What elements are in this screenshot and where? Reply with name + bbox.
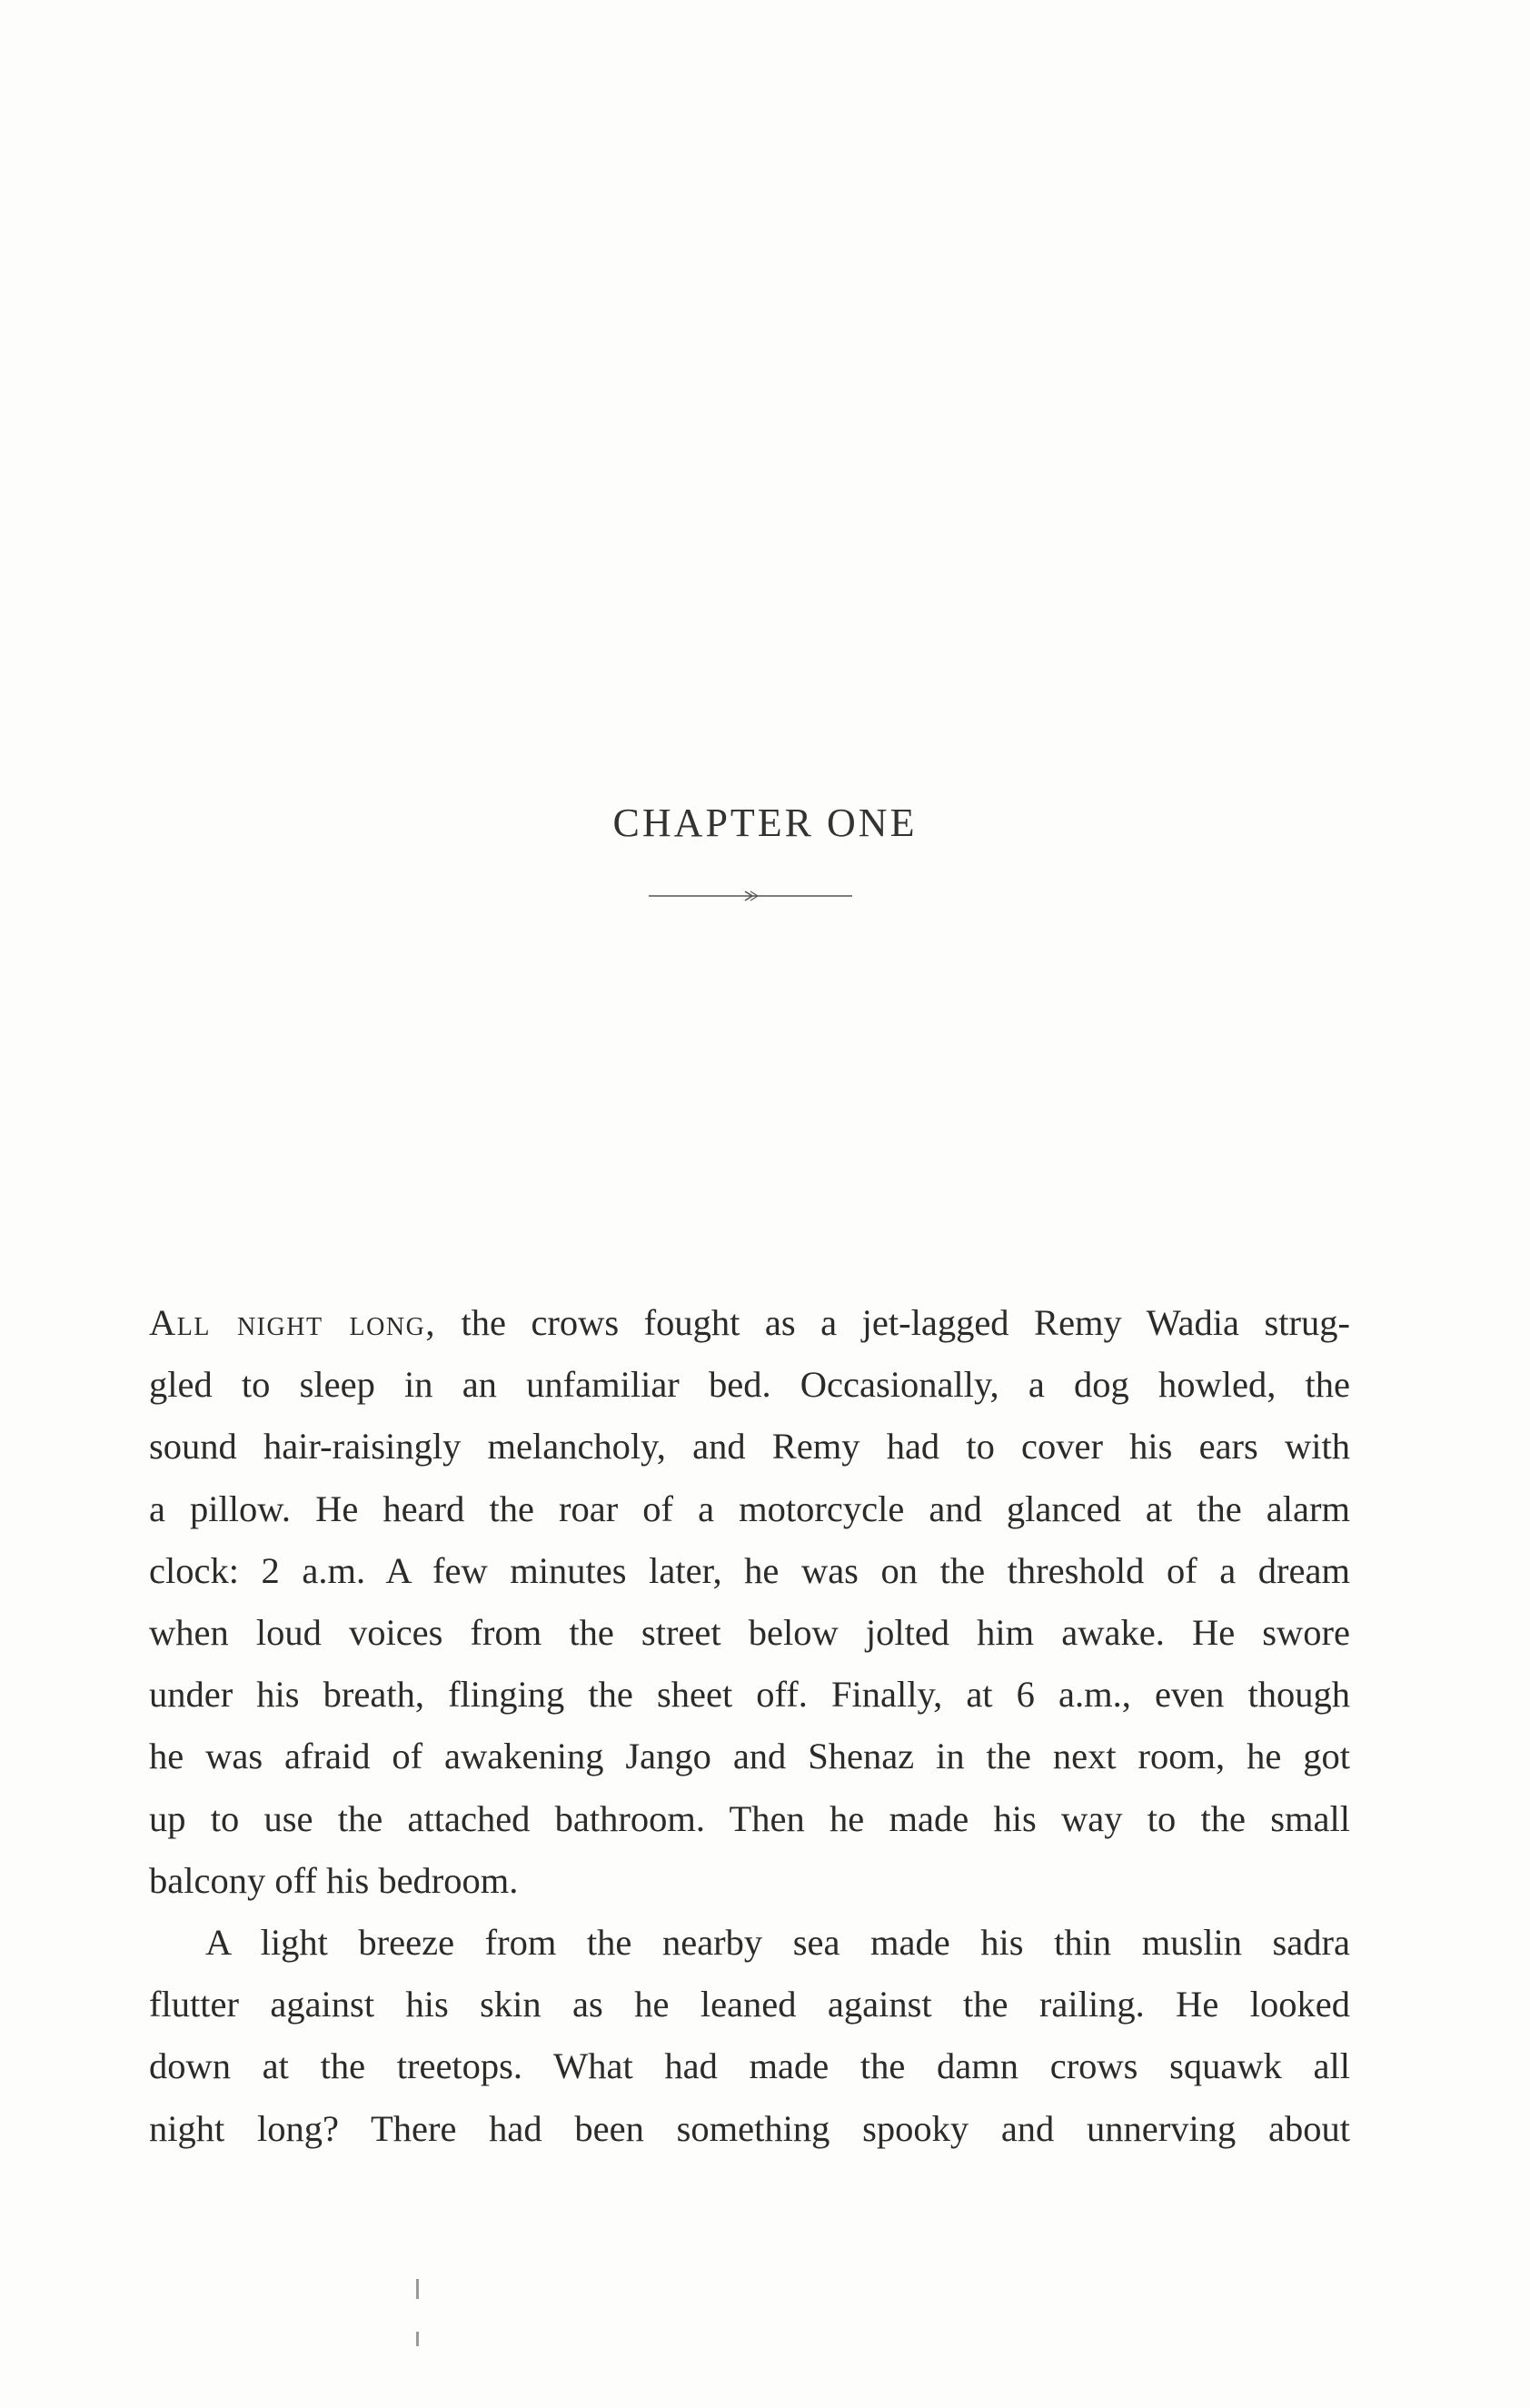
text-line-6: when loud voices from the street below jolted him awake. He swore [149, 1612, 1350, 1654]
text-line-12: flutter against his skin as he leaned against the railing. He looked [149, 1984, 1350, 2025]
text-line-14: night long? There had been something spooky and unnerving about [149, 2107, 1350, 2149]
chapter-body [149, 1292, 1350, 2160]
scan-speck [416, 2279, 419, 2299]
text-line-3: sound hair-raisingly melancholy, and Remy had to cover his ears with [149, 1426, 1350, 1468]
scan-speck [416, 2332, 419, 2346]
chapter-ornament-icon [647, 887, 854, 905]
text-line-2: gled to sleep in an unfamiliar bed. Occasionally, a dog howled, the [149, 1364, 1350, 1406]
text-line-5: clock: 2 a.m. A few minutes later, he was on the threshold of a dream [149, 1549, 1350, 1591]
text-line-11: A light breeze from the nearby sea made his thin muslin sadra [205, 1922, 1350, 1964]
text-line-9: up to use the attached bathroom. Then he made his way to the small [149, 1797, 1350, 1839]
text-line-1 [149, 1292, 1350, 1354]
line-1-rest: the crows fought as a jet-lagged Remy Wadia strug- [435, 1302, 1350, 1343]
text-line-10: balcony off his bedroom. [149, 1859, 519, 1901]
text-line-4: a pillow. He heard the roar of a motorcycle and glanced at the alarm [149, 1488, 1350, 1529]
text-line-13: down at the treetops. What had made the damn crows squawk all [149, 2045, 1350, 2087]
text-line-7: under his breath, flinging the sheet off. Finally, at 6 a.m., even though [149, 1674, 1350, 1716]
text-line-8: he was afraid of awakening Jango and Shenaz in the next room, he got [149, 1736, 1350, 1777]
chapter-title: CHAPTER ONE [612, 801, 918, 845]
lead-in-smallcaps: All night long, [149, 1302, 436, 1343]
